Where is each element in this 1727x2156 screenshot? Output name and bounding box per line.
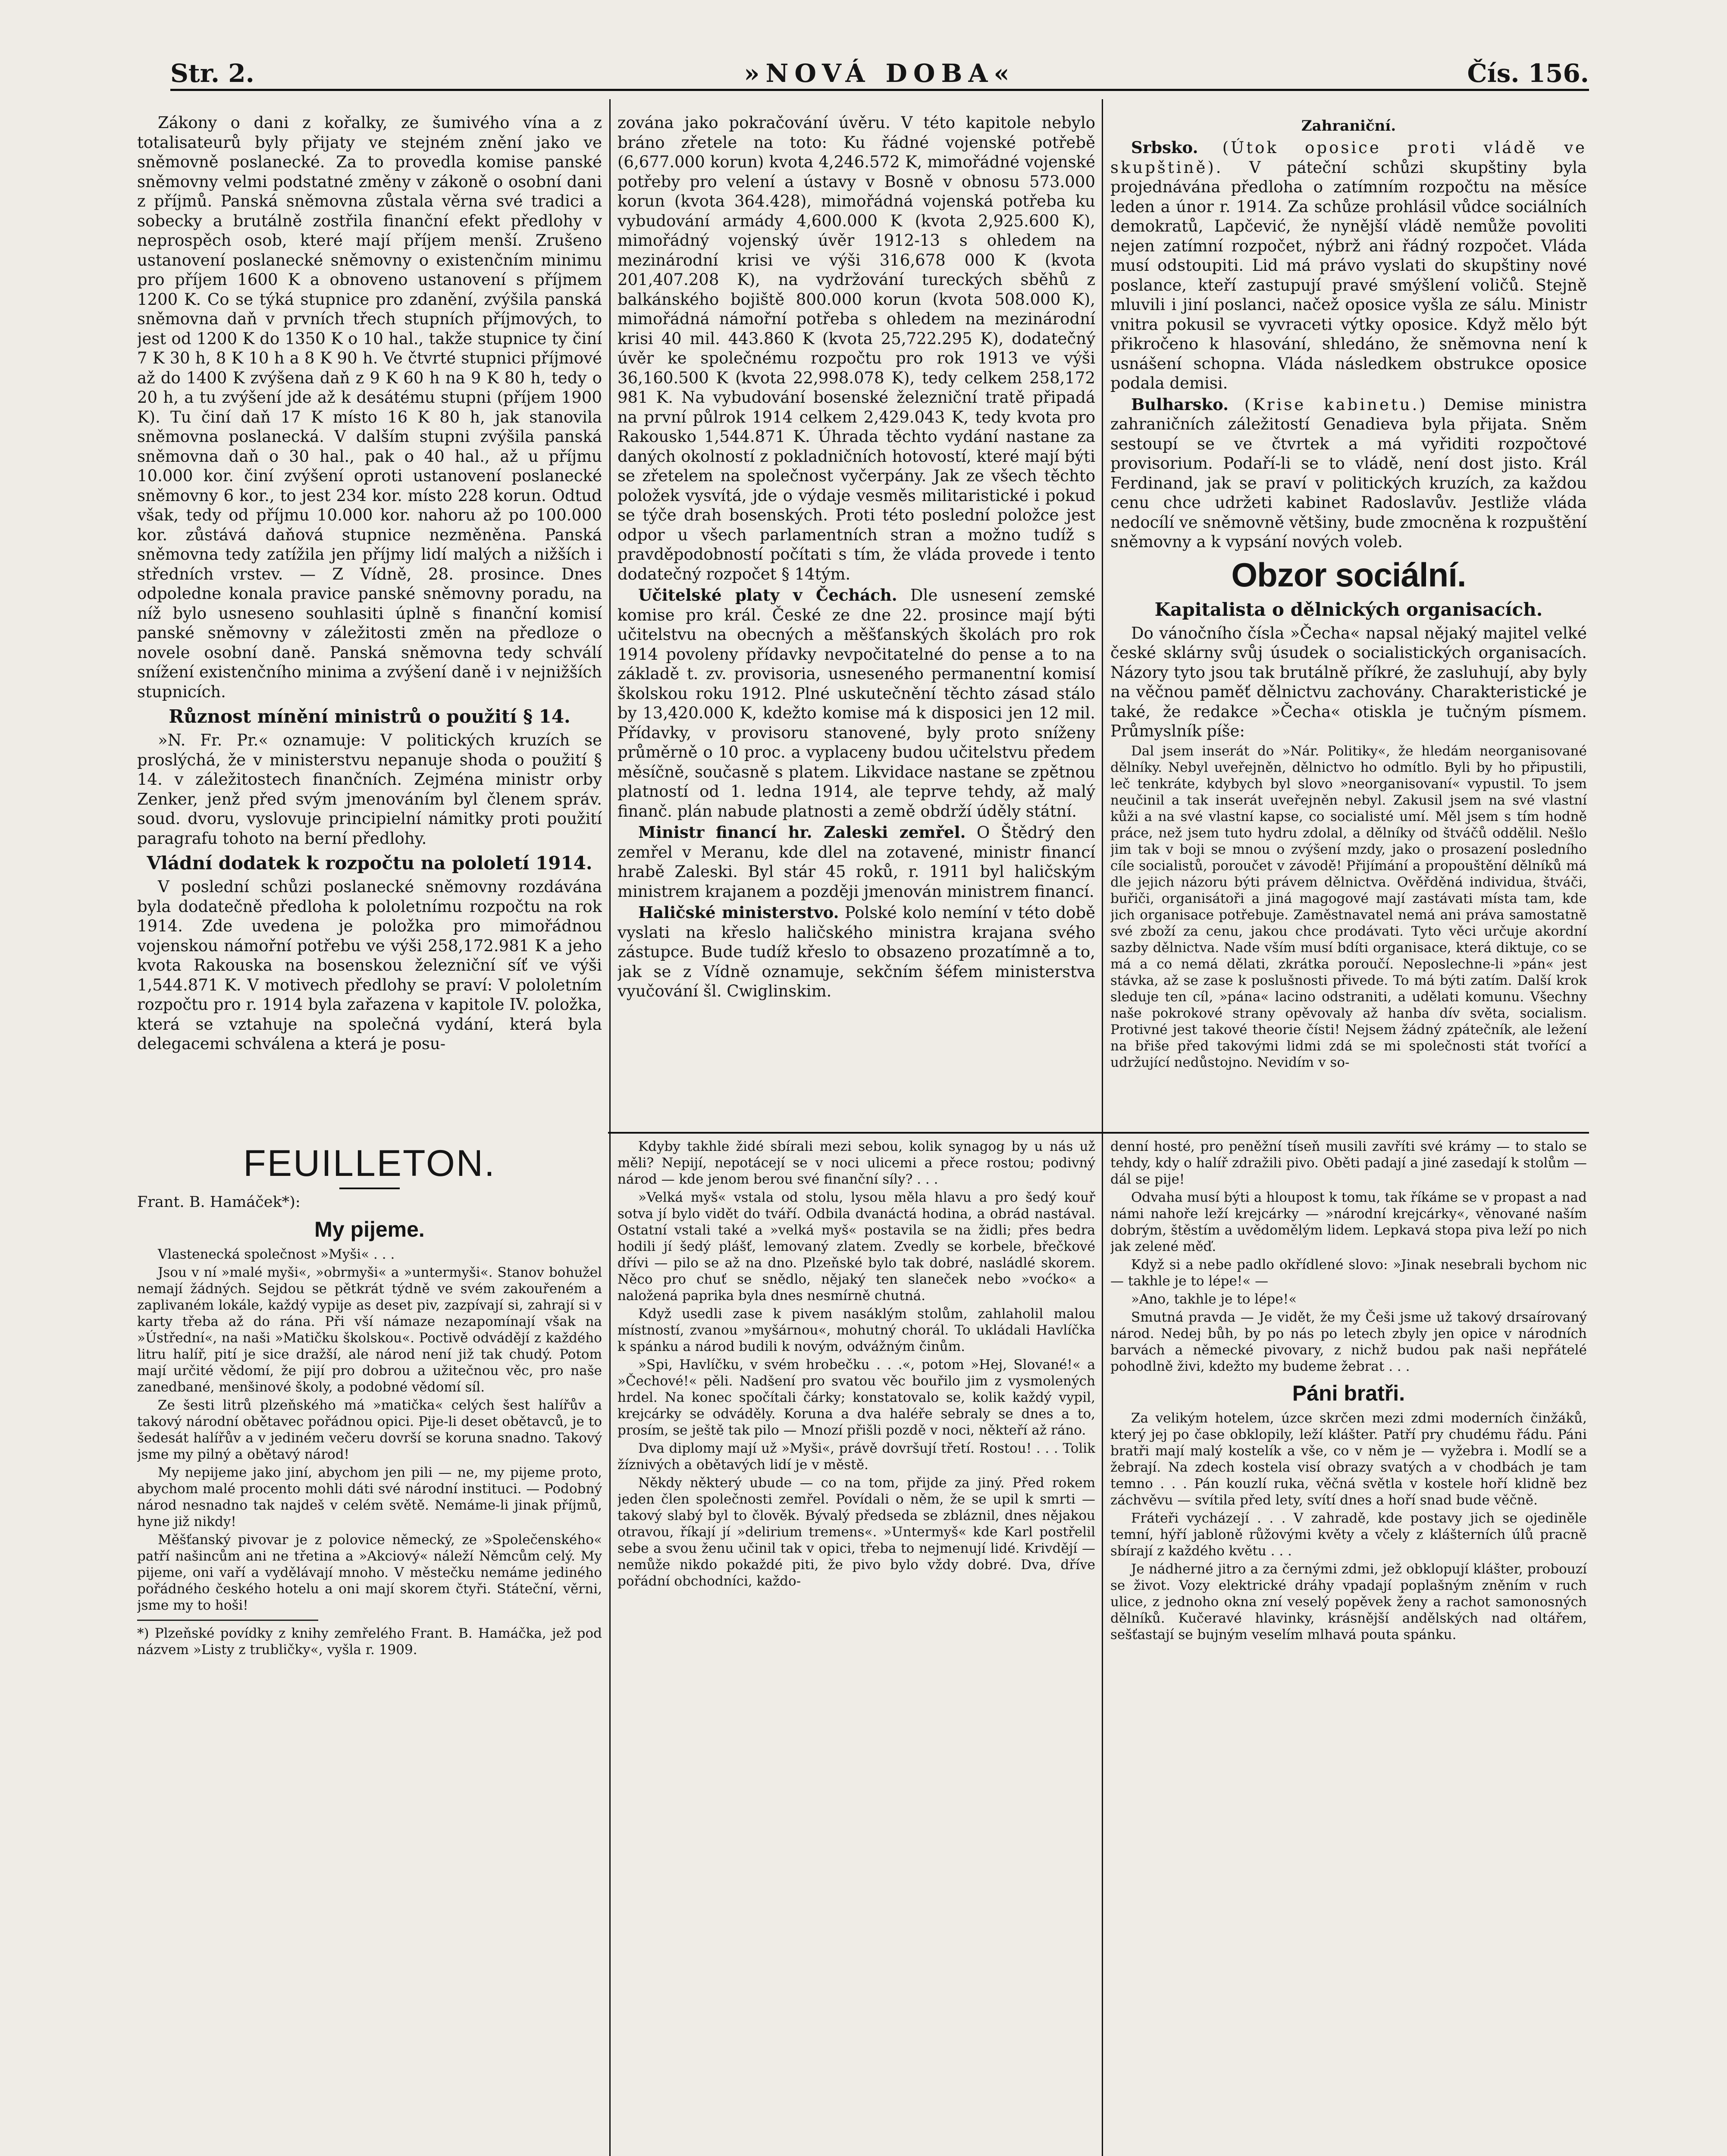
- feuilleton-author: Frant. B. Hamáček*):: [137, 1194, 301, 1211]
- heading-serbia: Srbsko.: [1131, 138, 1198, 157]
- feuilleton-paragraph: »Ano, takhle je to lépe!«: [1131, 1291, 1297, 1307]
- feuilleton-paragraph: »Spi, Havlíčku, v svém hrobečku . . .«, potom »Hej, Slované!« a »Čechové!« pěli. Nadšení pro svatou věc bouřilo jim z vysmolených hrdel. Na konec spočítali čárky; konstatovalo se, kolik každý vypil, krejcárky se odváděly. Koruna a dva haléře sebraly se dnes a to, prosím, se ještě tak pilo — Mnozí přišli pozdě v noci, někteří až ráno.: [617, 1357, 1095, 1438]
- feuilleton-section: [137, 1136, 602, 2156]
- article-ministers-opinion: »N. Fr. Pr.« oznamuje: V politických kruzích se proslýchá, že v ministerstvu nepanuje shoda o použití § 14. v záležitostech finančních. Zejména ministr orby Zenker, jenž před svým jmenováním byl členem správ. soud. dvoru, vyslovuje principielní námitky proti použití paragrafu tohoto na berní předlohy.: [137, 731, 602, 848]
- feuilleton-paragraph: Když si a nebe padlo okřídlené slovo: »Jinak nesebrali bychom nic — takhle je to lépe!« —: [1110, 1257, 1587, 1289]
- feuilleton-paragraph: Když usedli zase k pivem nasáklým stolům, zahlaholil malou místností, zvanou »myšárnou«, mohutný chorál. To ukládali Havlíčka k spánku a národ budili k novým, odvážným činům.: [617, 1306, 1095, 1354]
- article-bulgaria: Bulharsko. (Krise kabinetu.) Demise ministra zahraničních záležitostí Genadieva byla přijata. Sněm sestoupí se ve čtvrtek a má vyřiditi rozpočtové provisorium. Podaří-li se to vládě, není dost jisto. Král Ferdinand, jak se praví v politických kruzích, za každou cenu chce udržeti kabinet Radoslavův. Jestliže vláda nedocílí ve sněmovně většiny, bude zmocněna k rozpuštění sněmovny a k vypsání nových voleb.: [1110, 395, 1587, 551]
- column-3: [1110, 113, 1587, 1128]
- page-number: Str. 2.: [170, 59, 254, 88]
- feuilleton-paragraph: Kdyby takhle židé sbírali mezi sebou, kolik synagog by u nás už měli? Nepijí, nepotácejí se v noci ulicemi a přece rostou; podivný národ — kde jenom berou své finanční síly? . . .: [617, 1139, 1095, 1187]
- feuilleton-paragraph: My nepijeme jako jiní, abychom jen pili — ne, my pijeme proto, abychom malé procento mohli dáti své národní instituci. — Podobný národ nesnadno tak najdeš v celém světě. Nemáme-li jinak příjmů, hyne již nikdy!: [137, 1465, 602, 1529]
- feuilleton-divider: [339, 1188, 400, 1189]
- heading-capitalist: Kapitalista o dělnických organisacích.: [1154, 599, 1543, 620]
- footnote-divider: [137, 1620, 318, 1621]
- feuilleton-rule: [608, 1132, 1589, 1134]
- feuilleton-paragraph: Měšťanský pivovar je z polovice německý, ze »Společenského« patří našincům ani ne třetina a »Akciový« náleží Němcům celý. My pijeme, oni vaří a vydělávají mnoho. V městečku nemáme jediného pořádného českého hotelu a oni mají skorem čtyři. Státeční, věrni, jsme my to hoši!: [137, 1532, 602, 1613]
- section-social-review: Obzor sociální.: [1231, 555, 1466, 594]
- feuilleton-paragraph: Fráteři vycházejí . . . V zahradě, kde postavy jich se ojediněle temní, hýří jabloně růžovými květy a včely z klášterních úlů pracně sbírají z každého květu . . .: [1110, 1510, 1587, 1559]
- story-title-brothers: Páni bratři.: [1292, 1381, 1405, 1405]
- article-teacher-salaries: Učitelské platy v Čechách. Dle usnesení zemské komise pro král. České ze dne 22. prosince mají býti učitelstvu na obecných a měšťanských školách pro rok 1914 povoleny přídavky nevpočitatelné do pense a to na základě t. zv. provisoria, usneseného permanentní komisí školskou roku 1912. Plné uskutečnění těchto zásad stálo by 13,420.000 K, kdežto komise má k disposici jen 12 mil. Přídavky, v provisoru stanovené, byly proto sníženy průměrně o 10 proc. a vyplaceny budou učitelstvu předem měsíčně, současně s platem. Likvidace nastane se zpětnou platností od 1. ledna 1914, ale teprve tehdy, až malý finanč. plán nabude platnosti a země obdrží úděly státní.: [617, 586, 1095, 821]
- article-capitalist-quote: Dal jsem inserát do »Nár. Politiky«, že hledám neorganisované dělníky. Nebyl uveřejněn, dělnictvo ho odmítlo. Byli by ho připustili, leč tenkráte, kdybych byl slovo »neorganisovaní« vypustil. To jsem neučinil a tak inserát uveřejněn nebyl. Zakusil jsem na své vlastní kůži a na své vlastní kapse, co socialisté umí. Měl jsem s tím hodně práce, než jsem tuto hydru zdolal, a dělníky od štváčů oddělil. Nešlo jim tak v boji se mnou o zvýšení mzdy, jako o prosazení posledního cíle socialistů, poroučet v závodě! Přijímání a propouštění dělníků má dle jejich názoru býti právem dělnictva. Ověřděná individua, štváči, buřiči, organisátoři a jiná magogové mají zastávati místa tam, kde jich organisace potřebuje. Zaměstnavatel nemá ani práva samostatně své zboží za cenu, jakou chce prodávati. Tyto věci určuje akordní sazby dělnictva. Nade vším musí bdíti organisace, která diktuje, co se má a co nemá dělati, zkrátka poroučí. Neposlechne-li »pán« jest stávka, až se zase k poslušnosti přivede. To má býti zatím. Další krok sleduje ten cíl, »pána« lacino odstraniti, a udělati komunu. Všechny naše pokrokové strany opěvovaly až hanba dív světa, socialism. Protivné jest takové theorie čísti! Nejsem žádný zpátečník, ale ležení na břiše před takovými lidmi zdá se mi společnosti stát tvořící a udržující nedůstojno. Nevidím v so-: [1110, 743, 1587, 1070]
- feuilleton-paragraph: Vlastenecká společnost »Myši« . . .: [158, 1247, 395, 1262]
- article-capitalist: Do vánočního čísla »Čecha« napsal nějaký majitel velké české sklárny svůj úsudek o socialistických organisacích. Názory tyto jsou tak brutálně příkré, že zasluhují, aby byly na věčnou paměť dělnictvu zachovány. Charakteristické je také, že redakce »Čecha« otiskla je tučným písmem. Průmyslník píše:: [1110, 624, 1587, 740]
- heading-budget-supplement: Vládní dodatek k rozpočtu na pololetí 1914.: [147, 852, 592, 874]
- feuilleton-paragraph: Odvaha musí býti a hloupost k tomu, tak říkáme se v propast a nad námi nahoře leží krejcárky — »národní krejcárky«, věnované naším dobrým, štěstím a uvědomělým lidem. Lepkavá stopa piva leží po nich jak zelené měď.: [1110, 1190, 1587, 1254]
- feuilleton-story-title: My pijeme.: [314, 1217, 425, 1241]
- heading-galician-ministry: Haličské ministerstvo.: [638, 903, 839, 922]
- column-divider-1: [609, 99, 611, 2156]
- section-foreign: Zahraniční.: [1301, 117, 1396, 135]
- issue-number: Čís. 156.: [1467, 59, 1589, 88]
- feuilleton-paragraph: »Velká myš« vstala od stolu, lysou měla hlavu a pro šedý kouř sotva jí bylo vidět do tváří. Odbila dvanáctá hodina, a obrád nastával. Ostatní vstali také a »velká myš« postavila se na židli; přes bedra hodili jí šedý plášť, lemovaný zlatem. Zvedly se korbele, břečkové dřívi — pilo se až na dno. Plzeňské bylo tak dobré, nasládlé skorem. Něco pro chuť se snědlo, nějaký ten slaneček nebo »voćko« a naložená paprika byla dnes nesmírně chutná.: [617, 1190, 1095, 1304]
- article-budget-supplement: V poslední schůzi poslanecké sněmovny rozdávána byla dodatečně předloha k pololetnímu rozpočtu na rok 1914. Zde uvedena je položka pro mimořádnou vojenskou námořní potřebu ve výši 258,172.981 K a jeho kvota Rakouska na bosenskou železniční síť ve výši 1,544.871 K. V motivech předlohy se praví: V pololetním rozpočtu pro r. 1914 byla zařazena v kapitole IV. položka, která se vztahuje na společná vydání, která byla delegacemi schválena a která je posu-: [137, 877, 602, 1053]
- article-finance-minister: Ministr financí hr. Zaleski zemřel. O Štědrý den zemřel v Meranu, kde dlel na zotavené, ministr financí hrabě Zaleski. Byl stár 45 roků, r. 1911 byl haličským ministrem krajanem a později jmenován ministrem financí.: [617, 823, 1095, 901]
- feuilleton-paragraph: Smutná pravda — Je vidět, že my Češi jsme už takový drsaírovaný národ. Nedej bůh, by po nás po letech zbyly jen opice v národních barvách a německé pivovary, z nichž budou pak naši nepřátelé pohodlně živi, kdežto my budeme žebrat . . .: [1110, 1310, 1587, 1374]
- page-header: [170, 51, 1589, 90]
- feuilleton-column-3: [1110, 1138, 1587, 2156]
- article-budget-continued: zována jako pokračování úvěru. V této kapitole nebylo bráno zřetele na toto: Ku řádné vojenské potřebě (6,677.000 korun) kvota 4,246.572 K, mimořádné vojenské potřeby pro velení a ústavy v Bosně v obnosu 573.000 korun (kvota 364.428), mimořádná vojenská potřeba ku vybudování armády 4,600.000 K (kvota 2,925.600 K), mimořádný vojenský úvěr 1912-13 s ohledem na mezinárodní krisi ve výši 316,678 000 K (kvota 201,407.208 K), na vydržování tureckých sběhů z balkánského bojiště 800.000 korun (kvota 508.000 K), mimořádná námořní potřeba s ohledem na mezinárodní krisi 40 mil. 443.860 K (kvota 25,722.295 K), dodatečný úvěr ke společnému rozpočtu pro rok 1913 ve výši 36,160.500 K (kvota 22,998.078 K), tedy celkem 258,172 981 K. Na vybudování bosenské železniční tratě připadá na první půlrok 1914 celkem 2,429.043 K, tedy kvota pro Rakousko 1,544.871 K. Úhrada těchto vydání nastane za daných okolností z pokladničních hotovostí, které mají býti se zřetelem na společnost vyčerpány. Jak ze všech těchto položek vysvítá, jde o výdaje vesměs militaristické i pokud se týče drah bosenských. Proti této poslední položce jest odpor u všech parlamentních stran a možno tudíž s pravděpodobností počítati s tím, že vláda provede i tento dodatečný rozpočet § 14tým.: [617, 113, 1095, 583]
- column-divider-2: [1102, 99, 1103, 2156]
- heading-bulgaria: Bulharsko.: [1131, 395, 1229, 414]
- feuilleton-paragraph: Za velikým hotelem, úzce skrčen mezi zdmi moderních činžáků, který jej po čase obklopily, leží klášter. Patří pry chudému řádu. Páni bratři mají malý kostelík a vše, co v něm je — vyžebra i. Modlí se a žebrají. Na zdech kostela visí obrazy svatých a v chodbách je tam temno . . . Pán kouzlí ruka, věčná světla v kostele hoří klidně bez záchvěvu — svítila před lety, svítí dnes a hoří snad bude věčně.: [1110, 1410, 1587, 1508]
- article-tax-law: Zákony o dani z kořalky, ze šumivého vína a z totalisateurů byly přijaty ve stejném znění jako ve sněmovně poslanecké. Za to provedla komise panské sněmovny velmi podstatné změny v zákoně o osobní dani z příjmů. Panská sněmovna zůstala věrna své tradici a sobecky a brutálně zostřila finanční efekt předlohy v neprospěch osob, které mají příjem menší. Zrušeno ustanovení poslanecké sněmovny o existenčním minimu pro příjem 1600 K a obnoveno ustanovení s příjmem 1200 K. Co se týká stupnice pro zdanění, zvýšila panská sněmovna daň v prvních třech stupních příjmových, to jest od 1200 K do 1350 K o 10 hal., takže stupnice ty činí 7 K 30 h, 8 K 10 h a 8 K 90 h. Ve čtvrté stupnici příjmové až do 1400 K zvýšena daň z 9 K 60 h na 9 K 80 h, tedy o 20 h, a tu zvýšení jde až k desátému stupni (příjem 1900 K). Tu činí daň 17 K místo 16 K 80 h, jak stanovila sněmovna poslanecká. V dalším stupni zvýšila panská sněmovna daň o 30 hal., pak o 40 hal., až u příjmu 10.000 kor. činí zvýšení oproti ustanovení poslanecké sněmovny 6 kor., to jest 234 kor. místo 228 korun. Odtud však, tedy od příjmu 10.000 kor. nahoru až po 100.000 kor. zůstává daňová stupnice nezměněna. Panská sněmovna tedy zatížila jen příjmy lidí malých a nižších i středních vrstev. — Z Vídně, 28. prosince. Dnes odpoledne konala pravice panské sněmovny poradu, na níž bylo usneseno souhlasiti úplně s finanční komisí panské sněmovny v záležitosti změn na předloze o novele osobní daně. Panská sněmovna tedy schválí snížení existenčního minima a zvýšení daně i v nejnižších stupnicích.: [137, 113, 602, 701]
- feuilleton-paragraph: denní hosté, pro peněžní tíseň musili zavříti své krámy — to stalo se tehdy, kdy o halíř zdražili pivo. Oběti padají a jiné zasedají k stolům — dál se pije!: [1110, 1139, 1587, 1187]
- heading-teacher-salaries: Učitelské platy v Čechách.: [638, 586, 897, 605]
- column-2: [617, 113, 1095, 1128]
- feuilleton-paragraph: Jsou v ní »malé myši«, »obrmyši« a »untermyši«. Stanov bohužel nemají žádných. Sejdou se pětkrát týdně ve svém zakouřeném a zaplivaném lokále, každý vypije as deset piv, zazpívají si, zahrají si v karty třeba až do rána. Při vší námaze nezapomínají však na »Ústřední«, na naši »Matičku školskou«. Poctivě odvádějí z každého litru halíř, pití je sice dražší, ale národ není již tak chudý. Potom mají určité vědomí, že pijí pro dobrou a užitečnou věc, pro naše zanedbané, menšinové školy, a podobné vědomí síl.: [137, 1265, 602, 1395]
- feuilleton-title: FEUILLETON.: [243, 1143, 496, 1184]
- article-serbia: Srbsko. (Útok oposice proti vládě ve skupštině). V páteční schůzi skupštiny byla projednávána předloha o zatímním rozpočtu na měsíce leden a únor r. 1914. Za schůze prohlásil vůdce sociálních demokratů, Lapčević, že nynější vládě nemůže povoliti nejen zatímní rozpočet, nýbrž ani řádný rozpočet. Vláda musí odstoupiti. Lid má právo vyslati do skupštiny nové poslance, kteří zastupují pravé smýšlení voličů. Stejně mluvili i jiní poslanci, načež oposice vyšla ze sálu. Ministr vnitra pokusil se vyvraceti výtky oposice. Když mělo být přikročeno k hlasování, shledáno, že sněmovna není k usnášení schopna. Vláda následkem obstrukce oposice podala demisi.: [1110, 138, 1587, 392]
- feuilleton-paragraph: Je nádherné jitro a za černými zdmi, jež obklopují klášter, probouzí se život. Vozy elektrické dráhy vpadají poplašným zněním v ruch ulice, z jednoho okna zní veselý popěvek ženy a rachot samonosných dělníků. Kučeravé hlavinky, krásnější andělských nad oltářem, sešťastají se bujným veselím mlhavá pouta spánku.: [1110, 1561, 1587, 1642]
- header-rule: [170, 89, 1589, 91]
- feuilleton-paragraph: Ze šesti litrů plzeňského má »matička« celých šest halířův a takový národní obětavec pořádnou opici. Pije-li deset obětavců, je to šedesát halířův a v jediném večeru dovrší se koruna snadno. Takový jsme my pilný a obětavý národ!: [137, 1398, 602, 1462]
- feuilleton-column-2: [617, 1138, 1095, 2156]
- heading-ministers-opinion: Různost mínění ministrů o použití § 14.: [169, 706, 570, 727]
- feuilleton-footnote: *) Plzeňské povídky z knihy zemřelého Frant. B. Hamáčka, jež pod názvem »Listy z trubličky«, vyšla r. 1909.: [137, 1626, 602, 1658]
- article-galician-ministry: Haličské ministerstvo. Polské kolo nemíní v této době vyslati na křeslo haličského ministra krajana svého zástupce. Bude tudíž křeslo to obsazeno prozatímně a to, jak se z Vídně oznamuje, sekčním šéfem ministerstva vyučování šl. Cwiglinskim.: [617, 903, 1095, 1000]
- heading-finance-minister: Ministr financí hr. Zaleski zemřel.: [638, 823, 966, 842]
- newspaper-title: »NOVÁ DOBA«: [744, 59, 1016, 88]
- feuilleton-paragraph: Dva diplomy mají už »Myši«, právě dovršují třetí. Rostou! . . . Tolik žíznivých a obětavých lidí je v městě.: [617, 1441, 1095, 1473]
- feuilleton-paragraph: Někdy některý ubude — co na tom, přijde za jiný. Před rokem jeden člen společnosti zemřel. Povídali o něm, že se upil k smrti — takový slabý byl to člověk. Bývalý předseda se zbláznil, dnes nějakou otravou, říkají jí »delirium tremens«. »Untermyš« kde Karl postřelil sebe a svou ženu učinil tak v opici, třeba to nejmenují lidé. Krivdějí — nemůže nikdo pokaždé piti, že pivo bylo vždy dobré. Dva, dříve pořádní obchodníci, každo-: [617, 1475, 1095, 1589]
- column-1: [137, 113, 602, 1131]
